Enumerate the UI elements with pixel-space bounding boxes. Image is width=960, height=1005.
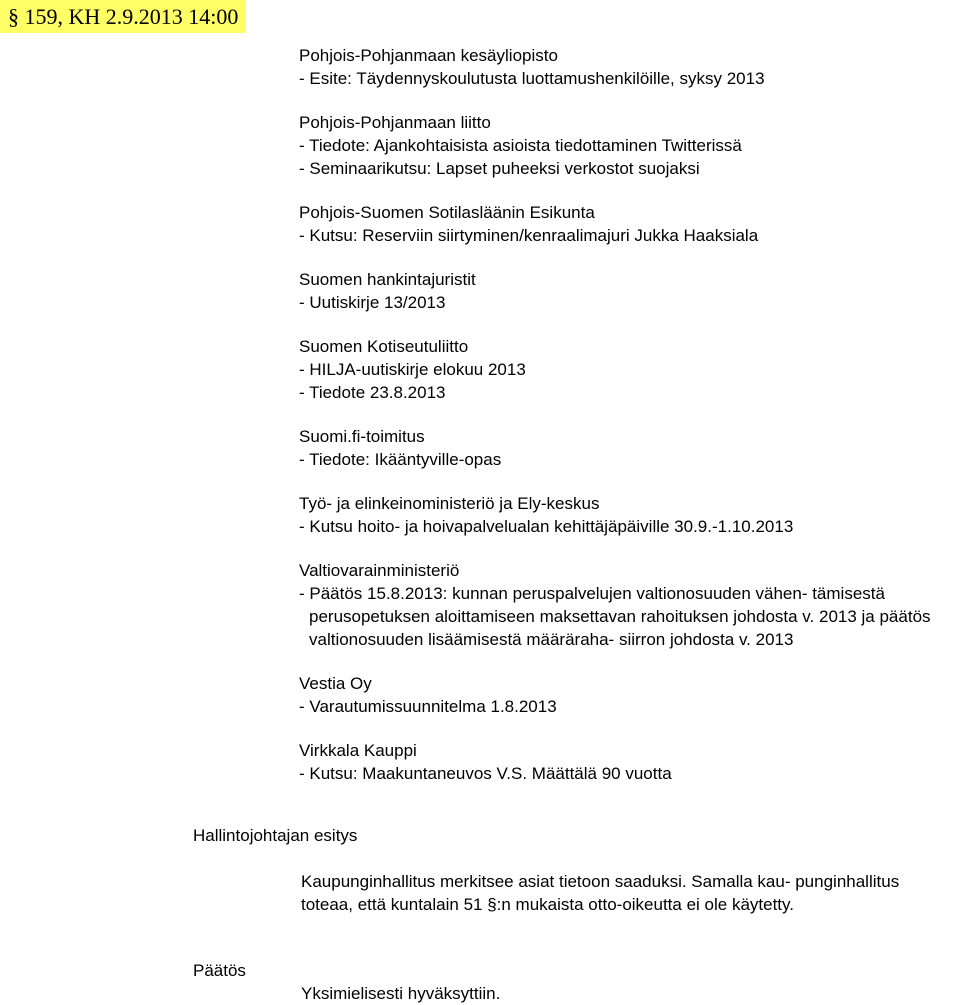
item-organization: Pohjois-Pohjanmaan kesäyliopisto: [299, 46, 558, 65]
list-item: [299, 44, 939, 90]
list-item: [299, 335, 939, 404]
proposal-text: Kaupunginhallitus merkitsee asiat tietoon saaduksi. Samalla kau- punginhallitus toteaa, että kuntalain 51 §:n mukaista otto-oikeutta ei ole käytetty.: [301, 872, 900, 914]
item-organization: Suomen Kotiseutuliitto: [299, 337, 469, 356]
decision-label: Päätös: [193, 961, 246, 980]
item-organization: Suomen hankintajuristit: [299, 270, 476, 289]
item-organization: Pohjois-Pohjanmaan liitto: [299, 113, 491, 132]
proposal-label: Hallintojohtajan esitys: [193, 826, 358, 845]
item-organization: Pohjois-Suomen Sotilasläänin Esikunta: [299, 203, 595, 222]
item-line: - Tiedote: Ajankohtaisista asioista tiedottaminen Twitterissä: [299, 136, 742, 155]
item-line: - Varautumissuunnitelma 1.8.2013: [299, 697, 557, 716]
list-item: [299, 739, 939, 785]
list-item: [299, 425, 939, 471]
list-item: [299, 111, 939, 180]
list-item: [299, 672, 939, 718]
item-line: - Seminaarikutsu: Lapset puheeksi verkostot suojaksi: [299, 159, 700, 178]
item-line: - Päätös 15.8.2013: kunnan peruspalvelujen valtionosuuden vähen- tämisestä perusopetuksen aloittamiseen maksettavan rahoituksen johdosta v. 2013 ja päätös valtionosuuden lisäämisestä määräraha- siirron johdosta v. 2013: [299, 584, 931, 649]
item-organization: Työ- ja elinkeinoministeriö ja Ely-keskus: [299, 494, 600, 513]
section-header: [0, 0, 246, 33]
item-organization: Virkkala Kauppi: [299, 741, 417, 760]
item-organization: Suomi.fi-toimitus: [299, 427, 425, 446]
item-line: - HILJA-uutiskirje elokuu 2013: [299, 360, 526, 379]
list-item: [299, 201, 939, 247]
item-line: - Esite: Täydennyskoulutusta luottamushenkilöille, syksy 2013: [299, 69, 765, 88]
list-item: [299, 559, 939, 651]
received-items-list: [299, 44, 939, 806]
item-line: - Kutsu: Maakuntaneuvos V.S. Määttälä 90 vuotta: [299, 764, 672, 783]
item-organization: Valtiovarainministeriö: [299, 561, 460, 580]
item-line: - Kutsu: Reserviin siirtyminen/kenraalimajuri Jukka Haaksiala: [299, 226, 759, 245]
item-line: - Tiedote 23.8.2013: [299, 383, 446, 402]
item-line: - Uutiskirje 13/2013: [299, 293, 446, 312]
decision-text: Yksimielisesti hyväksyttiin.: [301, 984, 501, 1003]
list-item: [299, 268, 939, 314]
list-item: [299, 492, 939, 538]
item-line: - Kutsu hoito- ja hoivapalvelualan kehittäjäpäiville 30.9.-1.10.2013: [299, 517, 794, 536]
section-title: § 159, KH 2.9.2013 14:00: [8, 4, 239, 29]
item-organization: Vestia Oy: [299, 674, 372, 693]
item-line: - Tiedote: Ikääntyville-opas: [299, 450, 502, 469]
